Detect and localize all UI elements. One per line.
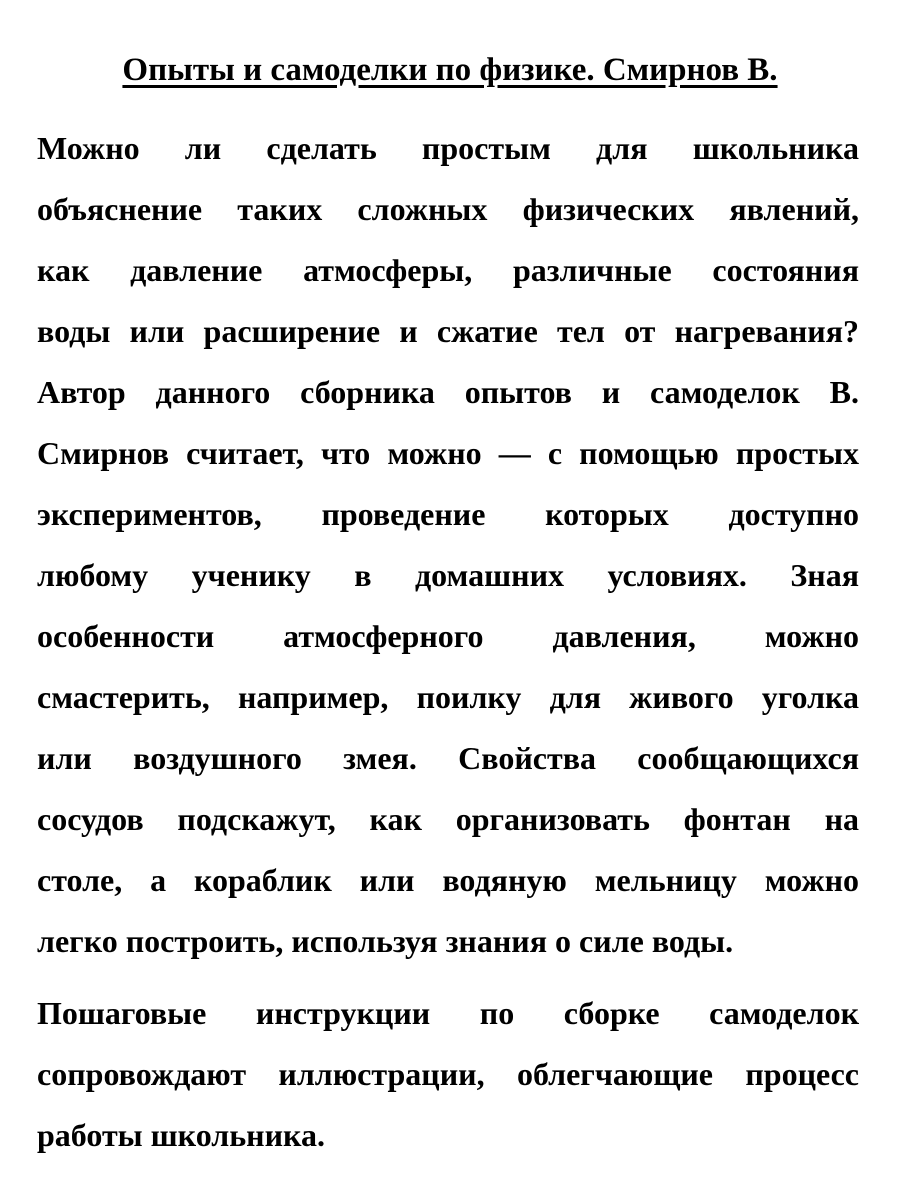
text-line: любому ученику в домашних условиях. Зная xyxy=(37,557,859,593)
text-line: особенности атмосферного давления, можно xyxy=(37,618,859,654)
text-line: сосудов подскажут, как организовать фонтан на xyxy=(37,801,859,837)
text-line: как давление атмосферы, различные состояния xyxy=(37,252,859,288)
document-title: Опыты и самоделки по физике. Смирнов В. xyxy=(122,52,778,88)
text-line: смастерить, например, поилку для живого уголка xyxy=(37,679,859,715)
text-line: Пошаговые инструкции по сборке самоделок xyxy=(37,995,859,1031)
text-line: Автор данного сборника опытов и самоделок В. xyxy=(37,374,859,410)
text-line: сопровождают иллюстрации, облегчающие процесс xyxy=(37,1056,859,1092)
text-line: или воздушного змея. Свойства сообщающихся xyxy=(37,740,859,776)
text-line: воды или расширение и сжатие тел от нагревания? xyxy=(37,313,859,349)
text-line: объяснение таких сложных физических явлений, xyxy=(37,191,859,227)
text-line: легко построить, используя знания о силе воды. xyxy=(37,923,734,959)
text-line: работы школьника. xyxy=(37,1117,325,1153)
text-line: Смирнов считает, что можно — с помощью простых xyxy=(37,435,859,471)
paragraph-description xyxy=(37,118,859,972)
paragraph-instructions xyxy=(37,983,859,1166)
text-line: Можно ли сделать простым для школьника xyxy=(37,130,859,166)
text-line: экспериментов, проведение которых доступно xyxy=(37,496,859,532)
text-line: столе, а кораблик или водяную мельницу можно xyxy=(37,862,859,898)
